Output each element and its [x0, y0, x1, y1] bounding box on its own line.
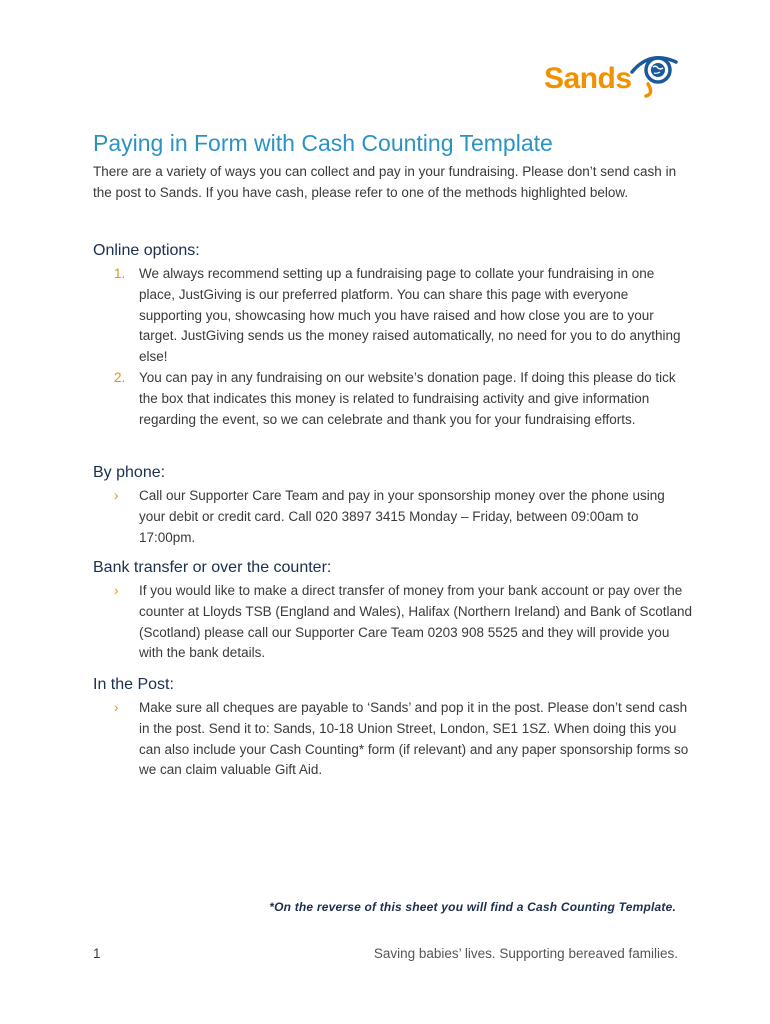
intro-paragraph: There are a variety of ways you can collect and pay in your fundraising. Please don’t send cash in the post to Sands. If you have cash, please refer to one of the methods highlighted below.	[93, 164, 677, 200]
list-item-text: Call our Supporter Care Team and pay in your sponsorship money over the phone using your debit or credit card. Call 020 3897 3415 Monday – Friday, between 09:00am to 17:00pm.	[139, 488, 665, 545]
chevron-right-icon: ›	[114, 700, 119, 715]
list-marker: 2.	[114, 369, 126, 385]
logo-wordmark: Sands	[544, 62, 632, 95]
list-item	[93, 486, 693, 548]
online-options-heading: Online options:	[93, 242, 200, 259]
list-item	[93, 264, 693, 368]
list-item-text: Make sure all cheques are payable to ‘Sands’ and pop it in the post. Please don’t send cash in the post. Send it to: Sands, 10-18 Union Street, London, SE1 1SZ. When doing this you can also include your Cash Counting* form (if relevant) and any paper sponsorship forms so we can claim valuable Gift Aid.	[139, 700, 689, 778]
list-item-text: You can pay in any fundraising on our website’s donation page. If doing this please do tick the box that indicates this money is related to fundraising activity and give information regarding the event, so we can celebrate and thank you for your fundraising efforts.	[139, 369, 676, 427]
list-item	[93, 581, 693, 664]
online-options-list	[93, 264, 693, 430]
chevron-right-icon: ›	[114, 583, 119, 598]
bank-transfer-heading: Bank transfer or over the counter:	[93, 559, 332, 576]
list-marker: 1.	[114, 266, 126, 281]
list-item	[93, 698, 693, 781]
bank-transfer-section	[93, 559, 693, 664]
by-phone-list	[93, 486, 693, 548]
eye-globe-icon	[628, 48, 678, 98]
list-item-text: If you would like to make a direct transfer of money from your bank account or pay over the counter at Lloyds TSB (England and Wales), Halifax (Northern Ireland) and Bank of Scotland (Scotland) please call our Supporter Care Team 0203 908 5525 and they will provide you with the bank details.	[139, 583, 693, 661]
by-phone-heading: By phone:	[93, 464, 166, 481]
online-options-section	[93, 242, 693, 430]
list-item-text: We always recommend setting up a fundraising page to collate your fundraising in one place, JustGiving is our preferred platform. You can share this page with everyone supporting you, showcasing how much you have raised and how close you are to your target. JustGiving sends us the money raised automatically, no need for you to do anything else!	[139, 266, 681, 365]
in-the-post-section	[93, 676, 693, 781]
bank-transfer-list	[93, 581, 693, 664]
sands-logo	[544, 48, 680, 98]
by-phone-section	[93, 464, 693, 548]
chevron-right-icon: ›	[114, 488, 119, 503]
footer-tagline: Saving babies’ lives. Supporting bereaved families.	[373, 946, 678, 961]
page-title: Paying in Form with Cash Counting Template	[93, 130, 553, 156]
list-item	[93, 368, 693, 430]
footnote: *On the reverse of this sheet you will find a Cash Counting Template.	[269, 900, 676, 914]
in-the-post-heading: In the Post:	[93, 676, 174, 693]
in-the-post-list	[93, 698, 693, 781]
page-number: 1	[93, 946, 101, 961]
